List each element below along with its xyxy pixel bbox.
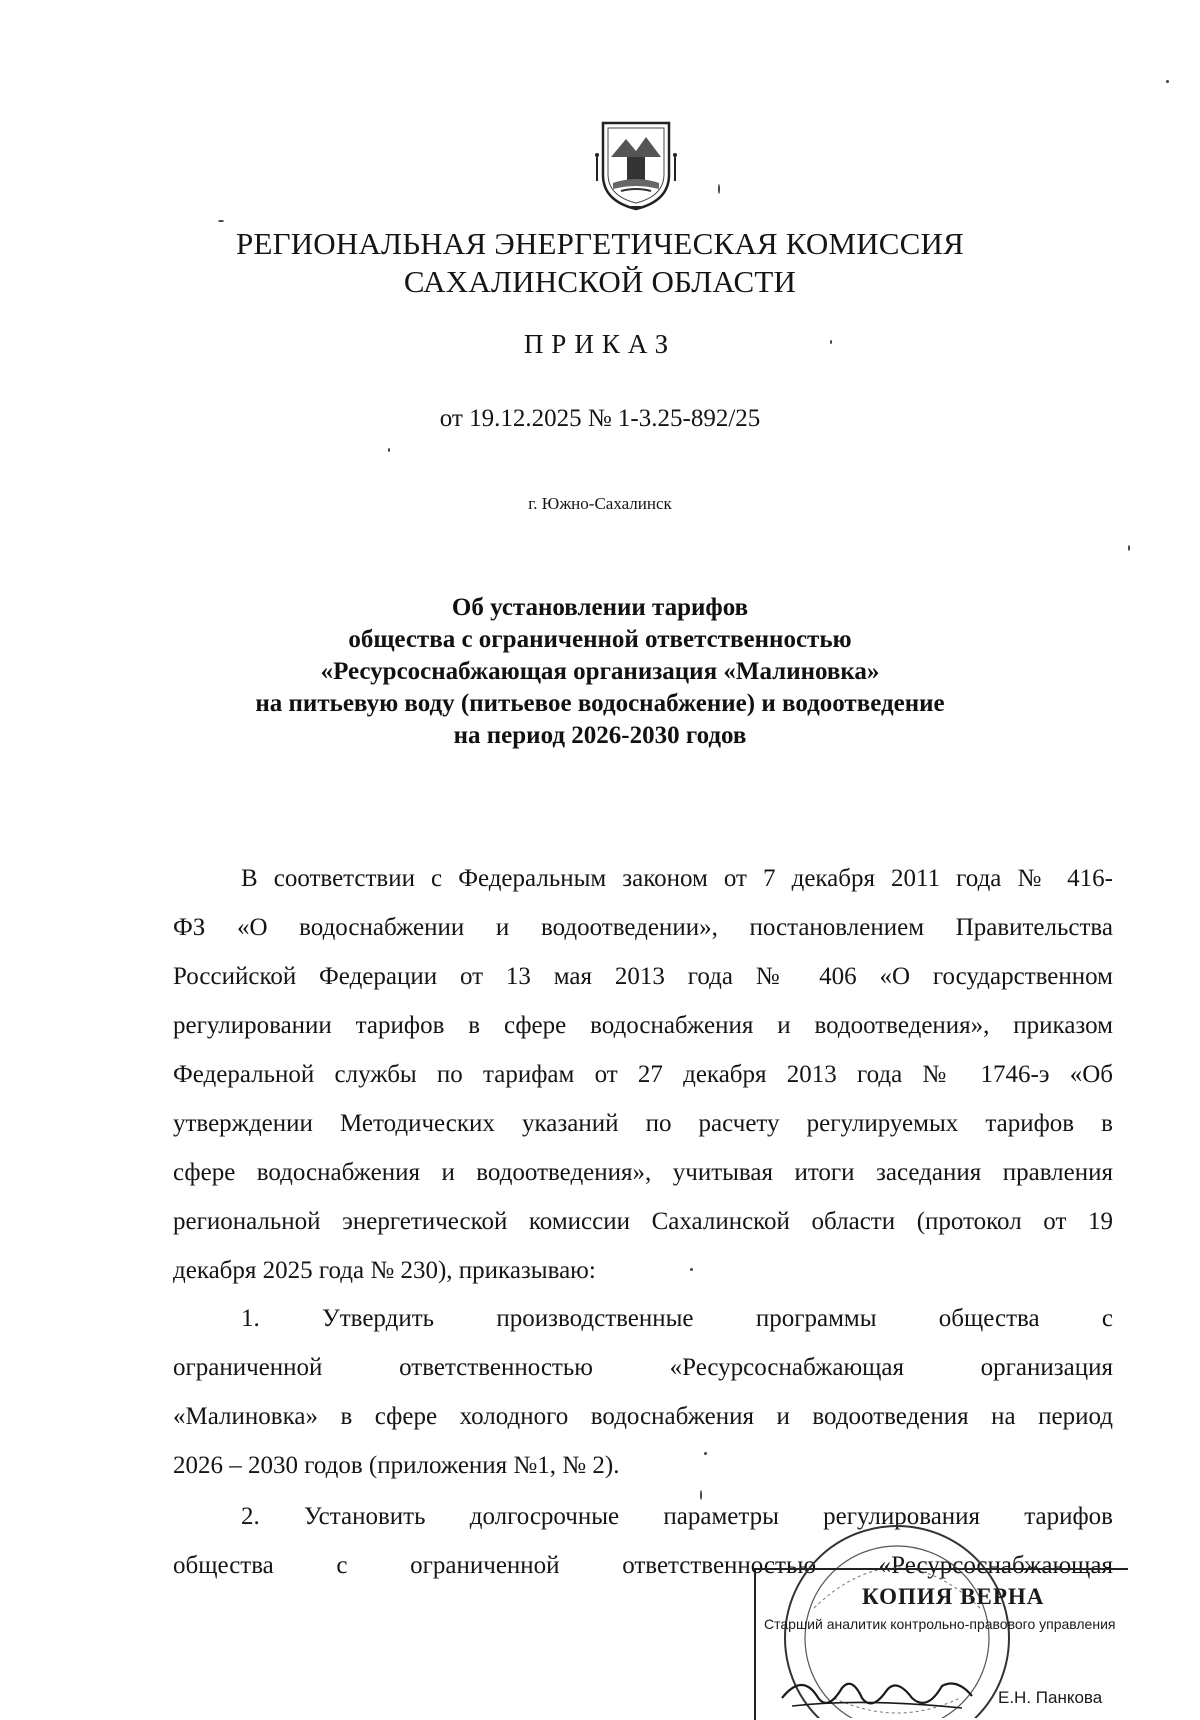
text-line: региональной энергетической комиссии Сахалинской области (протокол от 19 bbox=[173, 1208, 1113, 1235]
copy-certification-stamp bbox=[752, 1508, 1132, 1718]
scan-speck bbox=[388, 448, 390, 452]
text-line: ФЗ «О водоснабжении и водоотведении», постановлением Правительства bbox=[173, 914, 1113, 941]
subject-line: на период 2026-2030 годов bbox=[453, 722, 747, 749]
text-line: В соответствии с Федеральным законом от 7 декабря 2011 года № 416- bbox=[241, 865, 1113, 892]
city-name: г. Южно-Сахалинск bbox=[528, 494, 672, 513]
order-subject bbox=[180, 592, 1020, 752]
organization-name-line-2: САХАЛИНСКОЙ ОБЛАСТИ bbox=[403, 264, 797, 299]
stamp-title: КОПИЯ ВЕРНА bbox=[862, 1584, 1045, 1609]
text-line: ограниченной ответственностью «Ресурсоснабжающая организация bbox=[173, 1354, 1113, 1381]
scan-speck bbox=[1128, 545, 1130, 551]
signer-name: Е.Н. Панкова bbox=[998, 1688, 1103, 1707]
text-line: 2026 – 2030 годов (приложения №1, № 2). bbox=[173, 1452, 620, 1479]
text-line: 2. Установить долгосрочные параметры регулирования тарифов bbox=[241, 1503, 1113, 1530]
preamble-paragraph bbox=[173, 854, 1113, 1295]
text-line: регулировании тарифов в сфере водоснабжения и водоотведения», приказом bbox=[173, 1012, 1113, 1039]
subject-line: «Ресурсоснабжающая организация «Малиновка» bbox=[320, 658, 880, 685]
scan-speck bbox=[1166, 80, 1169, 83]
text-line: декабря 2025 года № 230), приказываю: bbox=[173, 1257, 596, 1284]
scan-speck bbox=[704, 1452, 707, 1455]
subject-line: на питьевую воду (питьевое водоснабжение) и водоотведение bbox=[255, 690, 945, 717]
organization-name-line-1: РЕГИОНАЛЬНАЯ ЭНЕРГЕТИЧЕСКАЯ КОМИССИЯ bbox=[236, 226, 964, 261]
text-line: утверждении Методических указаний по расчету регулируемых тарифов в bbox=[173, 1110, 1113, 1137]
scan-speck bbox=[700, 1490, 702, 1500]
scan-speck bbox=[718, 184, 720, 194]
document-type: ПРИКАЗ bbox=[523, 329, 677, 359]
order-number: от 19.12.2025 № 1-3.25-892/25 bbox=[439, 405, 761, 432]
signer-position: Старший аналитик контрольно-правового управления bbox=[764, 1616, 1116, 1632]
text-line: общества с ограниченной ответственностью «Ресурсоснабжающая bbox=[173, 1552, 1113, 1579]
sakhalin-coat-of-arms-icon bbox=[591, 117, 681, 213]
scan-speck bbox=[218, 220, 224, 222]
handwritten-signature-icon bbox=[772, 1668, 992, 1718]
order-item-1 bbox=[173, 1294, 1113, 1490]
scan-speck bbox=[690, 1268, 693, 1271]
subject-line: общества с ограниченной ответственностью bbox=[348, 626, 852, 653]
scan-speck bbox=[830, 340, 832, 344]
subject-line: Об установлении тарифов bbox=[451, 594, 749, 621]
text-line: 1. Утвердить производственные программы общества с bbox=[241, 1305, 1113, 1332]
text-line: Российской Федерации от 13 мая 2013 года № 406 «О государственном bbox=[173, 963, 1113, 990]
text-line: Федеральной службы по тарифам от 27 декабря 2013 года № 1746-э «Об bbox=[173, 1061, 1113, 1088]
text-line: «Малиновка» в сфере холодного водоснабжения и водоотведения на период bbox=[173, 1403, 1113, 1430]
text-line: сфере водоснабжения и водоотведения», учитывая итоги заседания правления bbox=[173, 1159, 1113, 1186]
